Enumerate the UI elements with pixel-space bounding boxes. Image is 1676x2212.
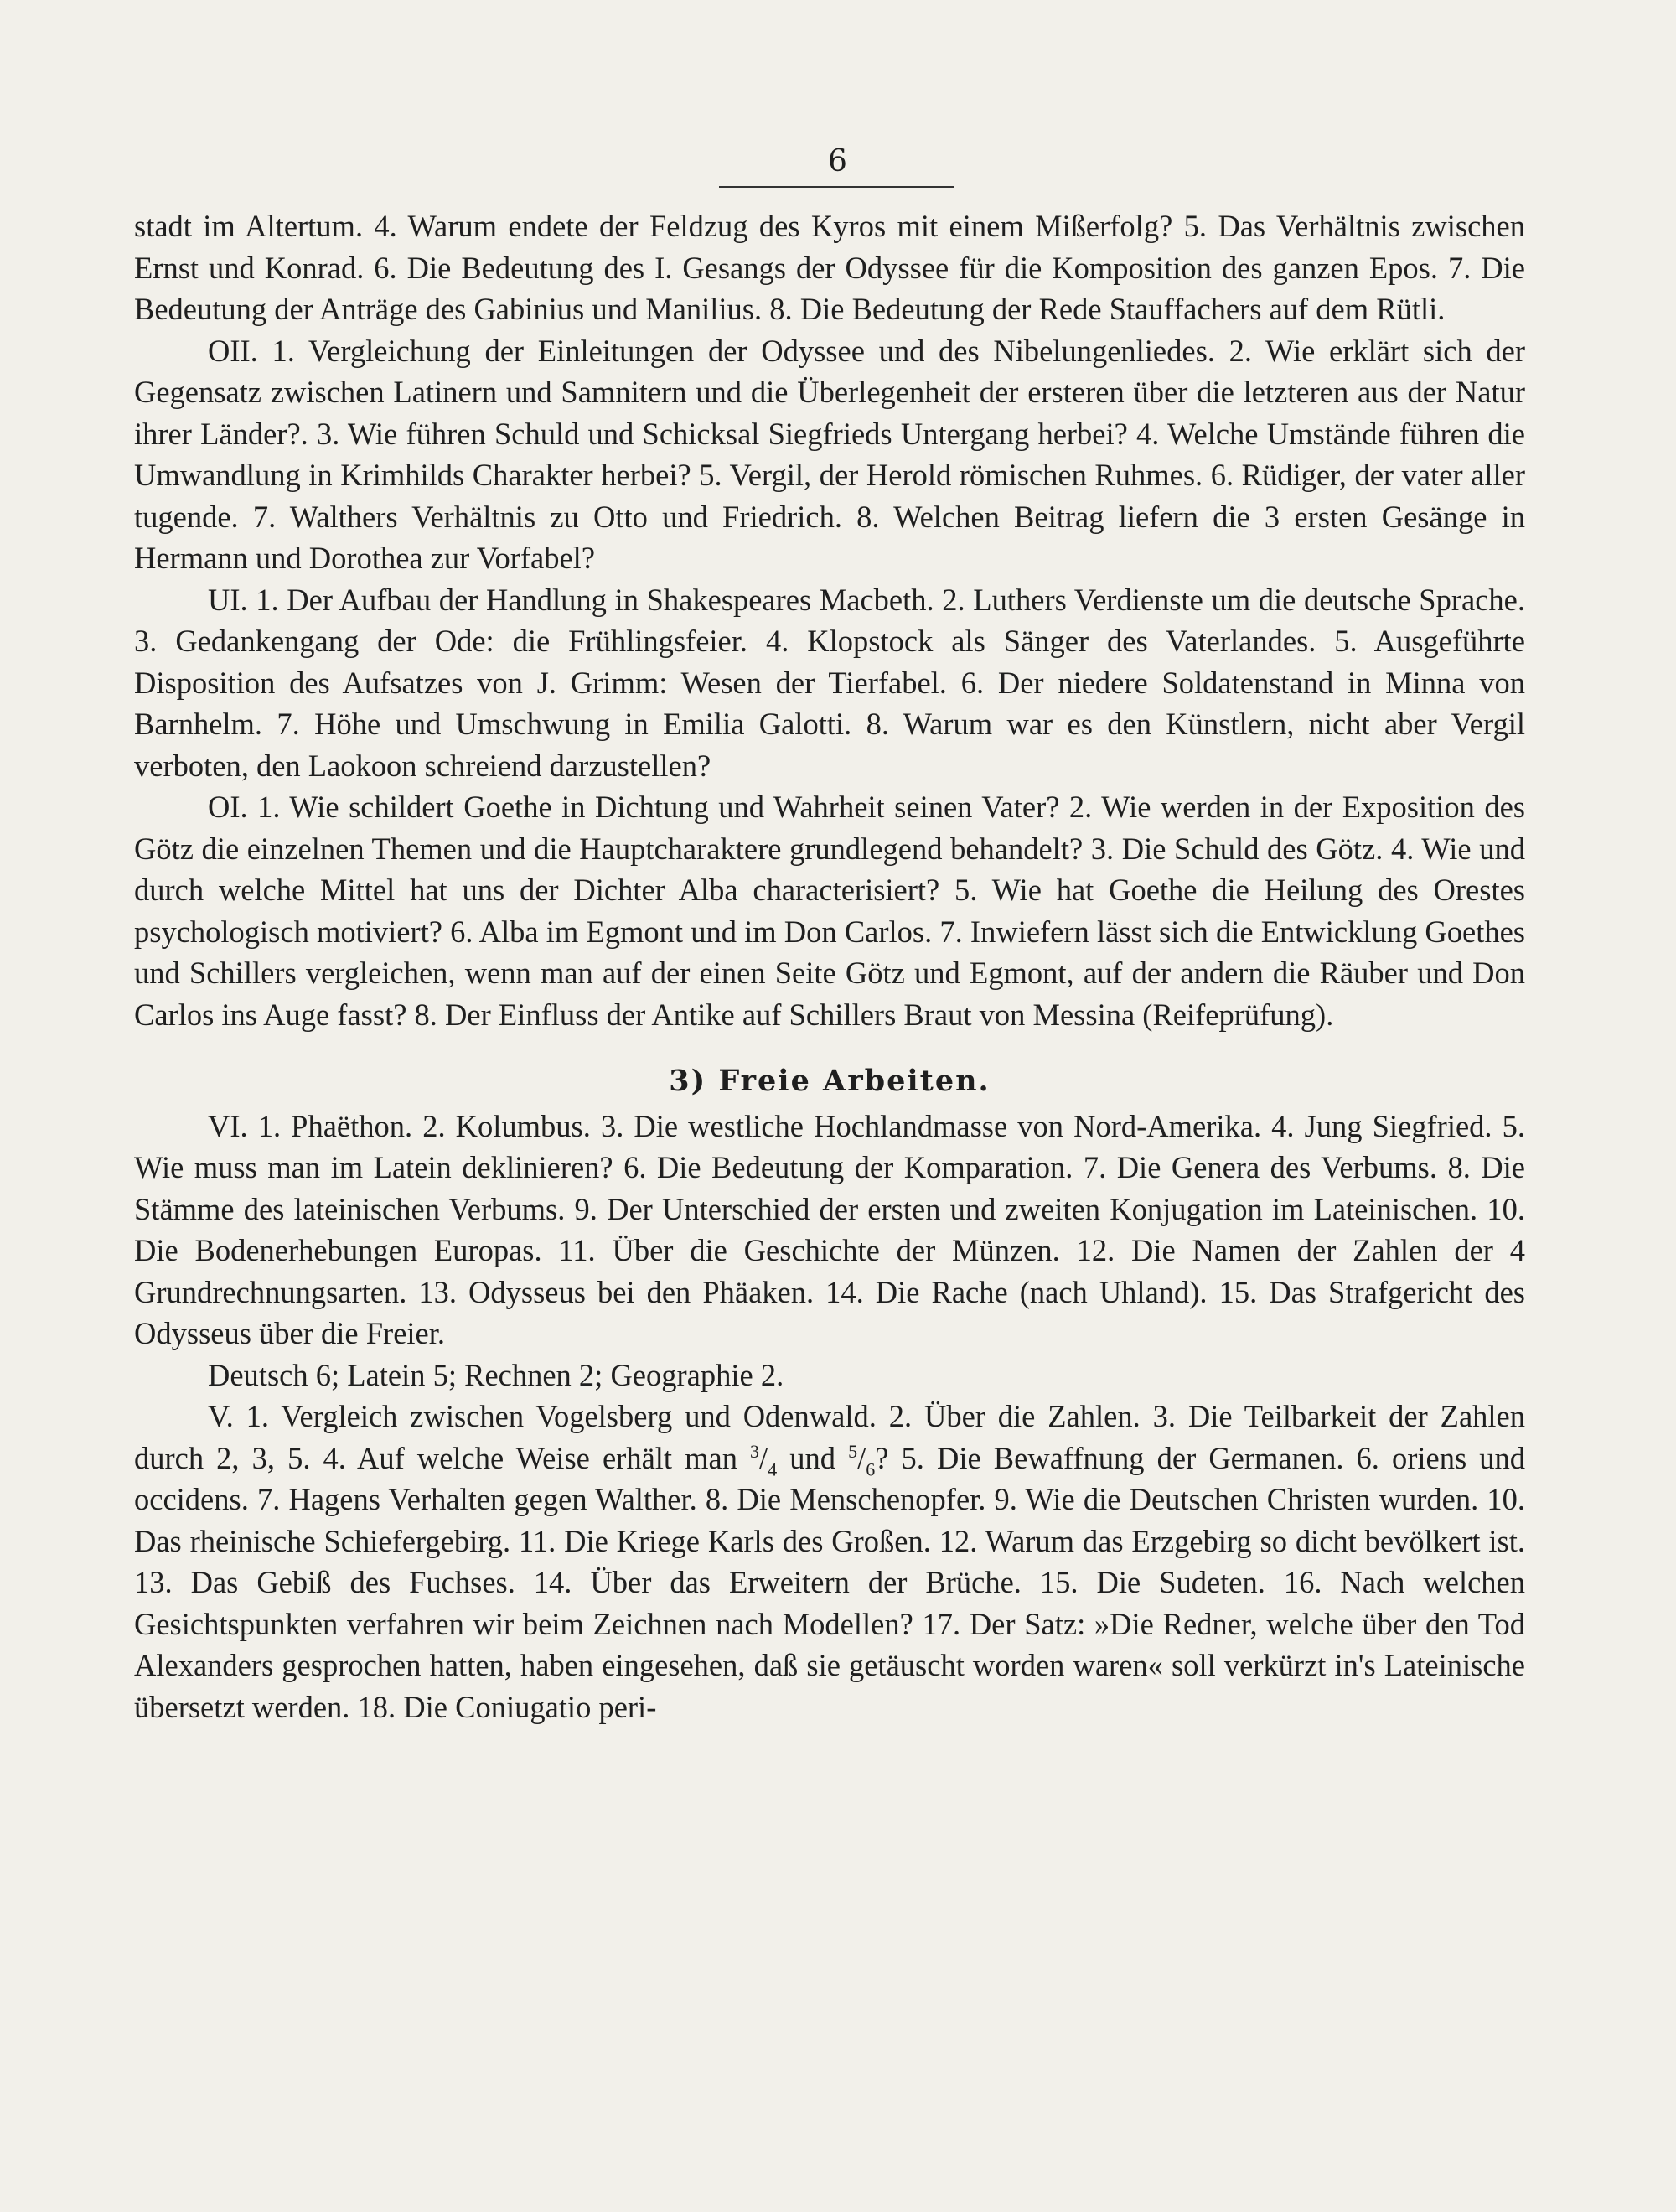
paragraph-v-text-mid: und bbox=[777, 1440, 849, 1475]
page-number-rule bbox=[719, 186, 954, 188]
section-heading: 3) Freie Arbeiten. bbox=[669, 1064, 991, 1098]
paragraph-oi: OI. 1. Wie schildert Goethe in Dichtung und Wahrheit seinen Vater? 2. Wie werden in der Exposition des Götz die einzelnen Themen und die Hauptcharaktere grundlegend behandelt? 3. Die Schuld des Götz. 4. Wie und durch welche Mittel hat uns der Dichter Alba characterisiert? 5. Wie hat Goethe die Heilung des Orestes psychologisch motiviert? 6. Alba im Egmont und im Don Carlos. 7. Inwiefern lässt sich die Entwicklung Goethes und Schillers vergleichen, wenn man auf der einen Seite Götz und Egmont, auf der andern die Räuber und Don Carlos ins Auge fasst? 8. Der Einfluss der Antike auf Schillers Braut von Messina (Reifeprüfung). bbox=[134, 790, 1525, 1032]
page-body bbox=[134, 205, 1525, 1728]
paragraph-v: V. 1. Vergleich zwischen Vogelsberg und Odenwald. 2. Über die Zahlen. 3. Die Teilbarkeit der Zahlen durch 2, 3, 5. 4. Auf welche Weise erhält man $^3/_4$ und $^5/_6$? 5. Die Bewaffnung der Germanen. 6. oriens und occidens. 7. Hagens Verhalten gegen Walther. 8. Die Menschenopfer. 9. Wie die Deutschen Christen wurden. 10. Das rheinische Schiefergebirg. 11. Die Kriege Karls des Großen. 12. Warum das Erzgebirg so dicht bevölkert ist. 13. Das Gebiß des Fuchses. 14. Über das Erweitern der Brüche. 15. Die Sudeten. 16. Nach welchen Gesichtspunkten verfahren wir beim Zeichnen nach Modellen? 17. Der Satz: »Die Redner, welche über den Tod Alexanders gesprochen hatten, haben eingesehen, daß sie getäuscht worden waren« soll verkürzt in's Lateinische übersetzt werden. 18. Die Coniugatio peri- bbox=[134, 1399, 1526, 1724]
fraction-2-denominator: 6 bbox=[866, 1458, 876, 1479]
paragraph-v-text-2: ? 5. Die Bewaffnung der Germanen. 6. oriens und occidens. 7. Hagens Verhalten gegen Walther. 8. Die Menschenopfer. 9. Wie die Deutschen Christen wurden. 10. Das rheinische Schiefergebirg. 11. Die Kriege Karls des Großen. 12. Warum das Erzgebirg so dicht bevölkert ist. 13. Das Gebiß des Fuchses. 14. Über das Erweitern der Brüche. 15. Die Sudeten. 16. Nach welchen Gesichtspunkten verfahren wir beim Zeichnen nach Modellen? 17. Der Satz: »Die Redner, welche über den Tod Alexanders gesprochen hatten, haben eingesehen, daß sie getäuscht worden waren« soll verkürzt in's Lateinische übersetzt werden. 18. Die Coniugatio peri- bbox=[134, 1440, 1526, 1724]
paragraph-vi: VI. 1. Phaëthon. 2. Kolumbus. 3. Die westliche Hochlandmasse von Nord-Amerika. 4. Jung Siegfried. 5. Wie muss man im Latein deklinieren? 6. Die Bedeutung der Komparation. 7. Die Genera des Verbums. 8. Die Stämme des lateinischen Verbums. 9. Der Unterschied der ersten und zweiten Konjugation im Lateinischen. 10. Die Bodenerhebungen Europas. 11. Über die Geschichte der Münzen. 12. Die Namen der Zahlen der 4 Grundrechnungsarten. 13. Odysseus bei den Phäaken. 14. Die Rache (nach Uhland). 15. Das Strafgericht des Odysseus über die Freier. bbox=[134, 1108, 1525, 1350]
paragraph-oii: OII. 1. Vergleichung der Einleitungen der Odyssee und des Nibelungenliedes. 2. Wie erklärt sich der Gegensatz zwischen Latinern und Samnitern und die Überlegenheit der ersteren über die letzteren aus der Natur ihrer Länder?. 3. Wie führen Schuld und Schicksal Siegfrieds Untergang herbei? 4. Welche Umstände führen die Umwandlung in Krimhilds Charakter herbei? 5. Vergil, der Herold römischen Ruhmes. 6. Rüdiger, der vater aller tugende. 7. Walthers Verhältnis zu Otto und Friedrich. 8. Welchen Beitrag liefern die 3 ersten Gesänge in Hermann und Dorothea zur Vorfabel? bbox=[134, 333, 1525, 575]
paragraph-grades: Deutsch 6; Latein 5; Rechnen 2; Geographie 2. bbox=[208, 1357, 784, 1392]
fraction-1-denominator: 4 bbox=[768, 1458, 778, 1479]
paragraph-v-text-1: V. 1. Vergleich zwischen Vogelsberg und Odenwald. 2. Über die Zahlen. 3. Die Teilbarkeit der Zahlen durch 2, 3, 5. 4. Auf welche Weise erhält man bbox=[134, 1399, 1525, 1475]
fraction-2-numerator: 5 bbox=[848, 1440, 858, 1462]
fraction-1-numerator: 3 bbox=[750, 1440, 760, 1462]
paragraph-continuation: stadt im Altertum. 4. Warum endete der Feldzug des Kyros mit einem Mißerfolg? 5. Das Verhältnis zwischen Ernst und Konrad. 6. Die Bedeutung des I. Gesangs der Odyssee für die Komposition des ganzen Epos. 7. Die Bedeutung der Anträge des Gabinius und Manilius. 8. Die Bedeutung der Rede Stauffachers auf dem Rütli. bbox=[134, 209, 1525, 326]
paragraph-ui: UI. 1. Der Aufbau der Handlung in Shakespeares Macbeth. 2. Luthers Verdienste um die deutsche Sprache. 3. Gedankengang der Ode: die Frühlingsfeier. 4. Klopstock als Sänger des Vaterlandes. 5. Ausgeführte Disposition des Aufsatzes von J. Grimm: Wesen der Tierfabel. 6. Der niedere Soldatenstand in Minna von Barnhelm. 7. Höhe und Umschwung in Emilia Galotti. 8. Warum war es den Künstlern, nicht aber Vergil verboten, den Laokoon schreiend darzustellen? bbox=[134, 582, 1525, 783]
page-number: 6 bbox=[828, 144, 848, 179]
